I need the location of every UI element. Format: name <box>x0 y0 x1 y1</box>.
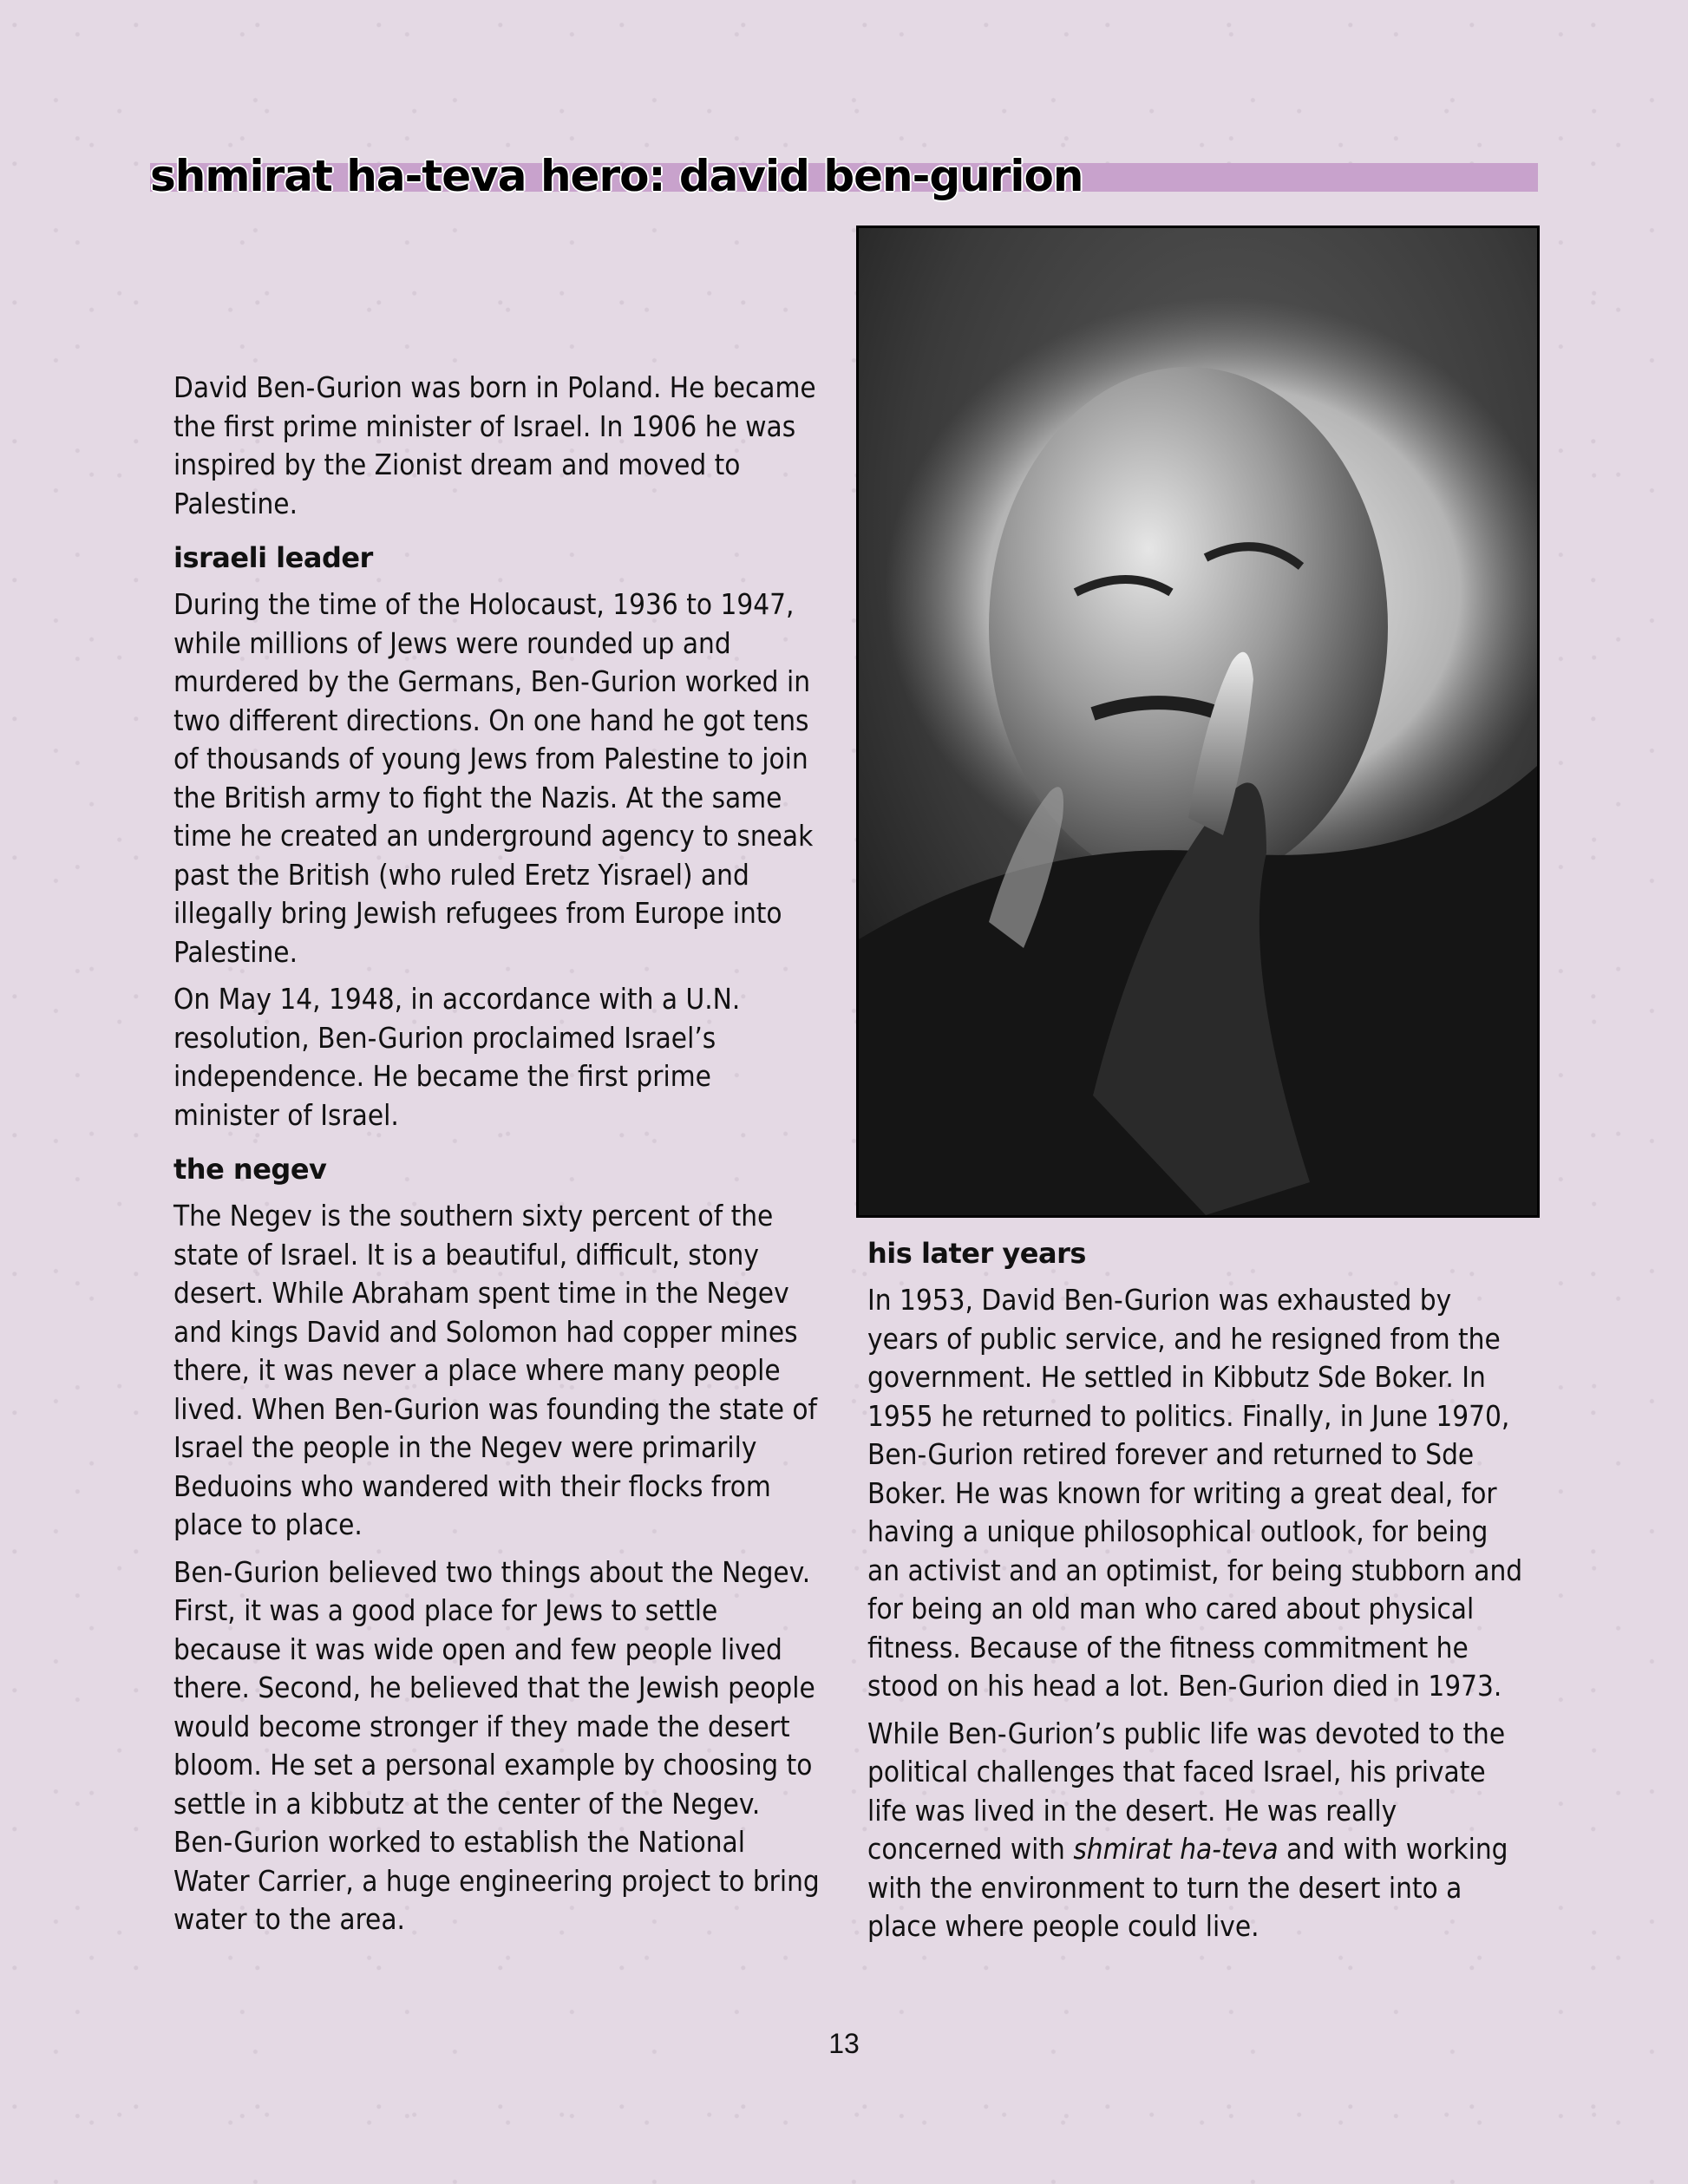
section-heading: the negev <box>173 1153 327 1186</box>
portrait-photo <box>856 226 1540 1218</box>
italic-term: shmirat ha-teva <box>1073 1832 1279 1866</box>
paragraph: The Negev is the southern sixty percent of the state of Israel. It is a beautiful, difficult, stony desert. While Abraham spent time in the Negev and kings David and Solomon had copper mines there, it was never a place where many people lived. When Ben-Gurion was founding the state of Israel the people in the Negev were primarily Beduoins who wandered with their flocks from place to place. <box>173 1199 818 1541</box>
paragraph: During the time of the Holocaust, 1936 to 1947, while millions of Jews were rounded up and murdered by the Germans, Ben-Gurion worked in two different directions. On one hand he got tens of thousands of young Jews from Palestine to join the British army to fight the Nazis. At the same time he created an underground agency to sneak past the British (who ruled Eretz Yisrael) and illegally bring Jewish refugees from Europe into Palestine. <box>173 587 814 969</box>
section-later-years <box>867 1236 1527 1946</box>
paragraph: Ben-Gurion believed two things about the Negev. First, it was a good place for Jews to settle because it was wide open and few people lived there. Second, he believed that the Jewish people would become stronger if they made the desert bloom. He set a personal example by choosing to settle in a kibbutz at the center of the Negev. Ben-Gurion worked to establish the National Water Carrier, a huge engineering project to bring water to the area. <box>173 1554 820 1936</box>
page-number: 13 <box>828 2028 860 2059</box>
paragraph-text: and with working with the environment to turn the desert into a place where people could live. <box>867 1832 1508 1943</box>
section-heading: his later years <box>867 1237 1086 1270</box>
paragraph <box>867 1715 1527 1946</box>
section-israeli-leader <box>173 540 820 1135</box>
paragraph: In 1953, David Ben-Gurion was exhausted by years of public service, and he resigned from the government. He settled in Kibbutz Sde Boker. In 1955 he returned to politics. Finally, in June 1970, Ben-Gurion retired forever and returned to Sde Boker. He was known for writing a great deal, for having a unique philosophical outlook, for being an activist and an optimist, for being stubborn and for being an old man who cared about physical fitness. Because of the fitness commitment he stood on his head a lot. Ben-Gurion died in 1973. <box>867 1283 1523 1703</box>
paragraph: On May 14, 1948, in accordance with a U.N. resolution, Ben-Gurion proclaimed Israel’s independence. He became the first prime minister of Israel. <box>173 982 741 1132</box>
page-title: shmirat ha-teva hero: david ben-gurion <box>150 151 1083 201</box>
right-column <box>867 1236 1527 1955</box>
page-header <box>150 146 1538 206</box>
section-the-negev <box>173 1152 820 1939</box>
section-heading: israeli leader <box>173 541 373 574</box>
portrait-image <box>859 228 1537 1215</box>
intro-paragraph: David Ben-Gurion was born in Poland. He became the first prime minister of Israel. In 1906 he was inspired by the Zionist dream and moved to Palestine. <box>173 370 816 520</box>
paragraph-text: While Ben-Gurion’s public life was devoted to the political challenges that faced Israel, his private life was lived in the desert. He was really concerned with <box>867 1716 1506 1866</box>
left-column <box>173 369 820 1948</box>
